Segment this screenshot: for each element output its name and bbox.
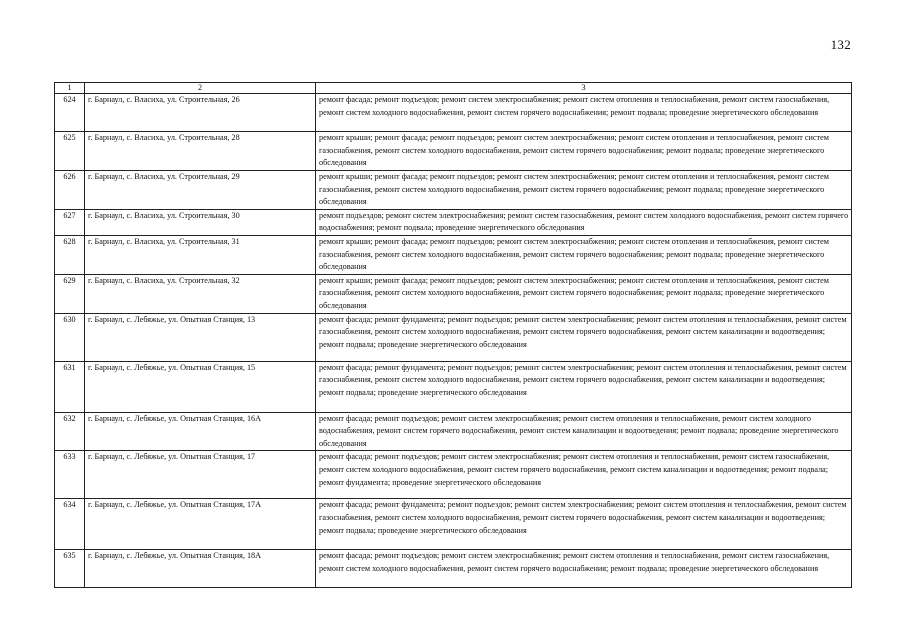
- row-address: г. Барнаул, с. Лебяжье, ул. Опытная Станция, 18А: [85, 550, 316, 588]
- row-works: ремонт фасада; ремонт фундамента; ремонт подъездов; ремонт систем электроснабжения; ремонт систем отопления и теплоснабжения, ремонт систем газоснабжения, ремонт систем холодного водоснабжения, ремонт систем горячего водоснабжения, ремонт систем канализации и водоотведения; ремонт подвала; проведение энергетического обследования: [316, 361, 852, 412]
- row-number: 626: [55, 171, 85, 210]
- row-works: ремонт крыши; ремонт фасада; ремонт подъездов; ремонт систем электроснабжения; ремонт систем отопления и теплоснабжения, ремонт систем газоснабжения, ремонт систем холодного водоснабжения, ремонт систем горячего водоснабжения; ремонт подвала; проведение энергетического обследования: [316, 132, 852, 171]
- table-row: [55, 550, 852, 588]
- row-works: ремонт крыши; ремонт фасада; ремонт подъездов; ремонт систем электроснабжения; ремонт систем отопления и теплоснабжения, ремонт систем газоснабжения, ремонт систем холодного водоснабжения, ремонт систем горячего водоснабжения; ремонт подвала; проведение энергетического обследования: [316, 274, 852, 313]
- row-address: г. Барнаул, с. Лебяжье, ул. Опытная Станция, 16А: [85, 412, 316, 451]
- table-row: [55, 361, 852, 412]
- row-address: г. Барнаул, с. Лебяжье, ул. Опытная Станция, 17А: [85, 499, 316, 550]
- table-row: [55, 499, 852, 550]
- row-number: 625: [55, 132, 85, 171]
- table-row: [55, 274, 852, 313]
- table-row: [55, 313, 852, 361]
- row-number: 635: [55, 550, 85, 588]
- row-works: ремонт фасада; ремонт подъездов; ремонт систем электроснабжения; ремонт систем отопления и теплоснабжения, ремонт систем холодного водоснабжения, ремонт систем горячего водоснабжения, ремонт систем канализации и водоотведения; ремонт подвала; проведение энергетического обследования: [316, 412, 852, 451]
- row-address: г. Барнаул, с. Власиха, ул. Строительная, 26: [85, 94, 316, 132]
- row-address: г. Барнаул, с. Власиха, ул. Строительная, 28: [85, 132, 316, 171]
- table-header-row: [55, 83, 852, 94]
- table-row: [55, 451, 852, 499]
- row-number: 630: [55, 313, 85, 361]
- row-number: 627: [55, 209, 85, 235]
- works-table: [54, 82, 852, 588]
- header-col-2: 2: [85, 83, 316, 94]
- row-works: ремонт крыши; ремонт фасада; ремонт подъездов; ремонт систем электроснабжения; ремонт систем отопления и теплоснабжения, ремонт систем газоснабжения, ремонт систем холодного водоснабжения, ремонт систем горячего водоснабжения; ремонт подвала; проведение энергетического обследования: [316, 171, 852, 210]
- row-number: 634: [55, 499, 85, 550]
- table-row: [55, 235, 852, 274]
- row-number: 632: [55, 412, 85, 451]
- row-address: г. Барнаул, с. Власиха, ул. Строительная, 29: [85, 171, 316, 210]
- table-row: [55, 209, 852, 235]
- row-number: 628: [55, 235, 85, 274]
- row-address: г. Барнаул, с. Лебяжье, ул. Опытная Станция, 13: [85, 313, 316, 361]
- row-address: г. Барнаул, с. Власиха, ул. Строительная, 32: [85, 274, 316, 313]
- table-row: [55, 412, 852, 451]
- table-row: [55, 94, 852, 132]
- table-row: [55, 171, 852, 210]
- row-address: г. Барнаул, с. Власиха, ул. Строительная, 31: [85, 235, 316, 274]
- row-number: 624: [55, 94, 85, 132]
- header-col-1: 1: [55, 83, 85, 94]
- row-works: ремонт подъездов; ремонт систем электроснабжения; ремонт систем газоснабжения, ремонт систем холодного водоснабжения, ремонт систем горячего водоснабжения; ремонт подвала; проведение энергетического обследования: [316, 209, 852, 235]
- row-address: г. Барнаул, с. Лебяжье, ул. Опытная Станция, 17: [85, 451, 316, 499]
- row-address: г. Барнаул, с. Власиха, ул. Строительная, 30: [85, 209, 316, 235]
- row-works: ремонт фасада; ремонт фундамента; ремонт подъездов; ремонт систем электроснабжения; ремонт систем отопления и теплоснабжения, ремонт систем газоснабжения, ремонт систем холодного водоснабжения, ремонт систем горячего водоснабжения, ремонт систем канализации и водоотведения; ремонт подвала; проведение энергетического обследования: [316, 313, 852, 361]
- row-works: ремонт фасада; ремонт подъездов; ремонт систем электроснабжения; ремонт систем отопления и теплоснабжения, ремонт систем газоснабжения, ремонт систем холодного водоснабжения, ремонт систем горячего водоснабжения, ремонт систем канализации и водоотведения; ремонт подвала; ремонт фундамента; проведение энергетического обследования: [316, 451, 852, 499]
- table-row: [55, 132, 852, 171]
- page-number: 132: [830, 37, 851, 52]
- row-works: ремонт крыши; ремонт фасада; ремонт подъездов; ремонт систем электроснабжения; ремонт систем отопления и теплоснабжения, ремонт систем газоснабжения, ремонт систем холодного водоснабжения, ремонт систем горячего водоснабжения; ремонт подвала; проведение энергетического обследования: [316, 235, 852, 274]
- row-number: 629: [55, 274, 85, 313]
- row-works: ремонт фасада; ремонт подъездов; ремонт систем электроснабжения; ремонт систем отопления и теплоснабжения, ремонт систем газоснабжения, ремонт систем холодного водоснабжения, ремонт систем горячего водоснабжения; ремонт подвала; проведение энергетического обследования: [316, 550, 852, 588]
- row-works: ремонт фасада; ремонт подъездов; ремонт систем электроснабжения; ремонт систем отопления и теплоснабжения, ремонт систем газоснабжения, ремонт систем холодного водоснабжения, ремонт систем горячего водоснабжения; ремонт подвала; проведение энергетического обследования: [316, 94, 852, 132]
- header-col-3: 3: [316, 83, 852, 94]
- row-number: 631: [55, 361, 85, 412]
- row-works: ремонт фасада; ремонт фундамента; ремонт подъездов; ремонт систем электроснабжения; ремонт систем отопления и теплоснабжения, ремонт систем газоснабжения, ремонт систем холодного водоснабжения, ремонт систем горячего водоснабжения, ремонт систем канализации и водоотведения; ремонт подвала; проведение энергетического обследования: [316, 499, 852, 550]
- row-number: 633: [55, 451, 85, 499]
- row-address: г. Барнаул, с. Лебяжье, ул. Опытная Станция, 15: [85, 361, 316, 412]
